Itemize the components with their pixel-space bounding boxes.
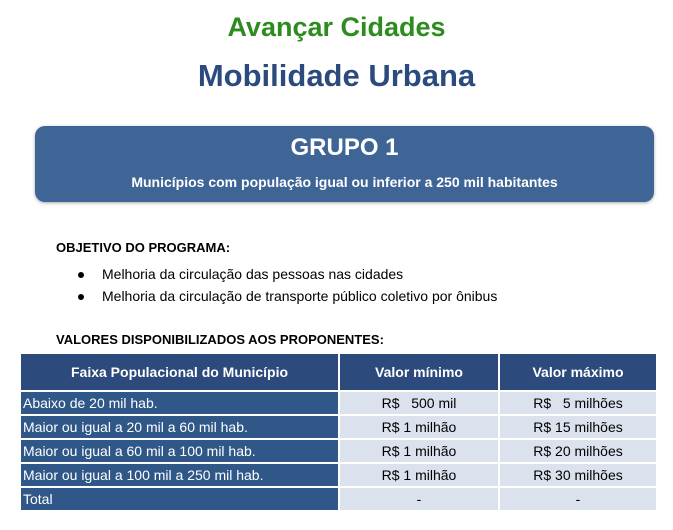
- table-row: [21, 414, 656, 438]
- objective-heading: OBJETIVO DO PROGRAMA:: [56, 240, 231, 255]
- bullet-icon: [78, 272, 84, 278]
- group-banner: [35, 126, 654, 202]
- population-range-cell: Maior ou igual a 60 mil a 100 mil hab.: [21, 438, 340, 462]
- min-value-cell: R$ 1 milhão: [340, 438, 500, 462]
- population-range-cell: Maior ou igual a 100 mil a 250 mil hab.: [21, 462, 340, 486]
- max-value-cell: R$ 30 milhões: [500, 462, 656, 486]
- table-header-row: [21, 354, 656, 390]
- max-value-cell: -: [500, 486, 656, 510]
- total-label-cell: Total: [21, 486, 340, 510]
- group-title: GRUPO 1: [290, 134, 399, 161]
- program-subtitle: Mobilidade Urbana: [197, 58, 476, 93]
- bullet-icon: [78, 294, 84, 300]
- min-value-cell: R$ 1 milhão: [340, 414, 500, 438]
- column-header-min: Valor mínimo: [340, 354, 500, 390]
- population-range-cell: Maior ou igual a 20 mil a 60 mil hab.: [21, 414, 340, 438]
- list-item-text: Melhoria da circulação de transporte público coletivo por ônibus: [102, 288, 498, 304]
- group-description: Municípios com população igual ou inferior a 250 mil habitantes: [131, 174, 558, 190]
- table-row: [21, 462, 656, 486]
- list-item-text: Melhoria da circulação das pessoas nas cidades: [102, 266, 404, 282]
- table-row: [21, 390, 656, 414]
- list-item: [74, 285, 497, 307]
- column-header-max: Valor máximo: [500, 354, 656, 390]
- max-value-cell: R$ 15 milhões: [500, 414, 656, 438]
- column-header-range: Faixa Populacional do Município: [21, 354, 340, 390]
- program-title: Avançar Cidades: [227, 12, 446, 42]
- max-value-cell: R$ 20 milhões: [500, 438, 656, 462]
- list-item: [74, 263, 497, 285]
- population-range-cell: Abaixo de 20 mil hab.: [21, 390, 340, 414]
- min-value-cell: R$ 1 milhão: [340, 462, 500, 486]
- values-heading: VALORES DISPONIBILIZADOS AOS PROPONENTES:: [56, 332, 384, 347]
- objective-list: [74, 263, 497, 307]
- table-row-total: [21, 486, 656, 510]
- max-value-cell: R$ 5 milhões: [500, 390, 656, 414]
- min-value-cell: -: [340, 486, 500, 510]
- values-table: [21, 354, 656, 510]
- min-value-cell: R$ 500 mil: [340, 390, 500, 414]
- table-row: [21, 438, 656, 462]
